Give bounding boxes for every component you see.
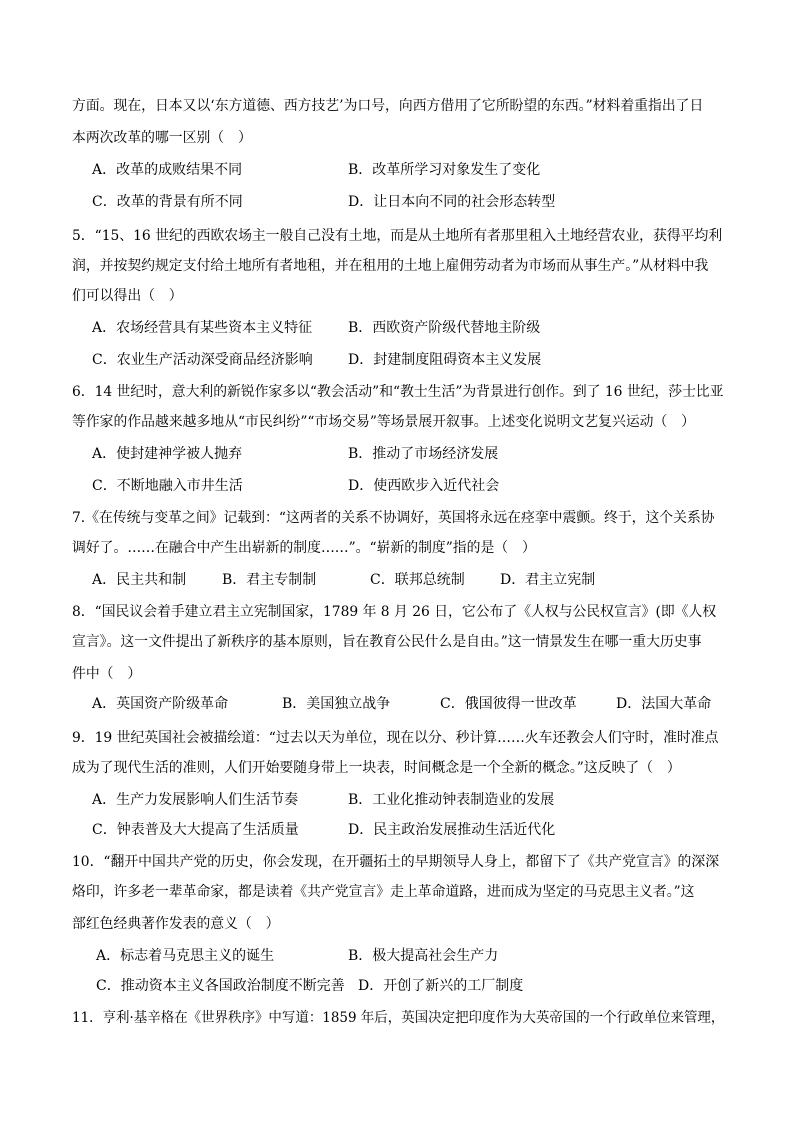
option: A．改革的成败结果不同 bbox=[92, 162, 243, 178]
text-line: 成为了现代生活的准则，人们开始要随身带上一块表，时间概念是一个全新的概念。”这反映了（ ） bbox=[72, 760, 681, 776]
text-line: 件中（ ） bbox=[72, 666, 142, 682]
option: C．俄国彼得一世改革 bbox=[440, 696, 577, 712]
option: C．不断地融入市井生活 bbox=[92, 478, 243, 494]
question-7: 7.《在传统与变革之间》记载到：“这两者的关系不协调好，英国将永远在痉挛中震颤。终于，这个关系协 bbox=[72, 510, 715, 526]
text-line: 调好了。……在融合中产生出崭新的制度……”。“崭新的制度”指的是（ ） bbox=[72, 540, 536, 556]
option: C．改革的背景有所不同 bbox=[92, 194, 243, 210]
option: B．改革所学习对象发生了变化 bbox=[348, 162, 541, 178]
question-6: 6．14 世纪时，意大利的新锐作家多以“教会活动”和“教士生活”为背景进行创作。到了 16 世纪，莎士比亚 bbox=[72, 384, 724, 400]
option: A．生产力发展影响人们生活节奏 bbox=[92, 792, 299, 808]
option: B．美国独立战争 bbox=[282, 696, 391, 712]
option: D．让日本向不同的社会形态转型 bbox=[348, 194, 556, 210]
option: B．君主专制制 bbox=[222, 572, 317, 588]
option: C．推动资本主义各国政治制度不断完善 bbox=[96, 978, 345, 994]
text-line: 本两次改革的哪一区别（ ） bbox=[72, 130, 252, 146]
text-line: 方面。现在，日本又以‘东方道德、西方技艺’为口号，向西方借用了它所盼望的东西。”材料着重指出了日 bbox=[72, 98, 704, 114]
question-11: 11．亨利·基辛格在《世界秩序》中写道：1859 年后，英国决定把印度作为大英帝国的一个行政单位来管理， bbox=[72, 1010, 725, 1026]
question-5: 5．“15、16 世纪的西欧农场主一般自己没有土地，而是从土地所有者那里租入土地经营农业，获得平均利 bbox=[72, 228, 723, 244]
text-line: 烙印，许多老一辈革命家，都是读着《共产党宣言》走上革命道路，进而成为坚定的马克思主义者。”这 bbox=[72, 884, 695, 900]
option: B．推动了市场经济发展 bbox=[348, 446, 499, 462]
option: A．民主共和制 bbox=[92, 572, 187, 588]
option: B．工业化推动钟表制造业的发展 bbox=[348, 792, 555, 808]
text-line: 等作家的作品越来越多地从“市民纠纷”“市场交易”等场景展开叙事。上述变化说明文艺复兴运动（ ） bbox=[72, 414, 695, 430]
option: B．极大提高社会生产力 bbox=[348, 948, 499, 964]
question-8: 8．“国民议会着手建立君主立宪制国家，1789 年 8 月 26 日，它公布了《人权与公民权宣言》(即《人权 bbox=[72, 604, 717, 620]
text-line: 们可以得出（ ） bbox=[72, 288, 183, 304]
option: C．钟表普及大大提高了生活质量 bbox=[92, 822, 299, 838]
option: D．封建制度阻碍资本主义发展 bbox=[348, 352, 542, 368]
question-10: 10．“翻开中国共产党的历史，你会发现，在开疆拓土的早期领导人身上，都留下了《共产党宣言》的深深 bbox=[72, 854, 720, 870]
option: B．西欧资产阶级代替地主阶级 bbox=[348, 320, 541, 336]
text-line: 部红色经典著作发表的意义（ ） bbox=[72, 916, 280, 932]
option: D．民主政治发展推动生活近代化 bbox=[348, 822, 556, 838]
option: A．标志着马克思主义的诞生 bbox=[96, 948, 275, 964]
option: D．开创了新兴的工厂制度 bbox=[358, 978, 524, 994]
text-line: 宣言》。这一文件提出了新秩序的基本原则，旨在教育公民什么是自由。”这一情景发生在哪一重大历史事 bbox=[72, 634, 702, 650]
option: C．农业生产活动深受商品经济影响 bbox=[92, 352, 313, 368]
option: A．英国资产阶级革命 bbox=[92, 696, 229, 712]
text-line: 润，并按契约规定支付给土地所有者地租，并在租用的土地上雇佣劳动者为市场而从事生产。”从材料中我 bbox=[72, 258, 709, 274]
option: D．使西欧步入近代社会 bbox=[348, 478, 500, 494]
option: C．联邦总统制 bbox=[370, 572, 465, 588]
option: D．君主立宪制 bbox=[500, 572, 596, 588]
option: D．法国大革命 bbox=[616, 696, 712, 712]
question-9: 9．19 世纪英国社会被描绘道：“过去以天为单位，现在以分、秒计算……火车还教会人们守时，准时准点 bbox=[72, 730, 719, 746]
option: A．使封建神学被人抛弃 bbox=[92, 446, 243, 462]
option: A．农场经营具有某些资本主义特征 bbox=[92, 320, 313, 336]
